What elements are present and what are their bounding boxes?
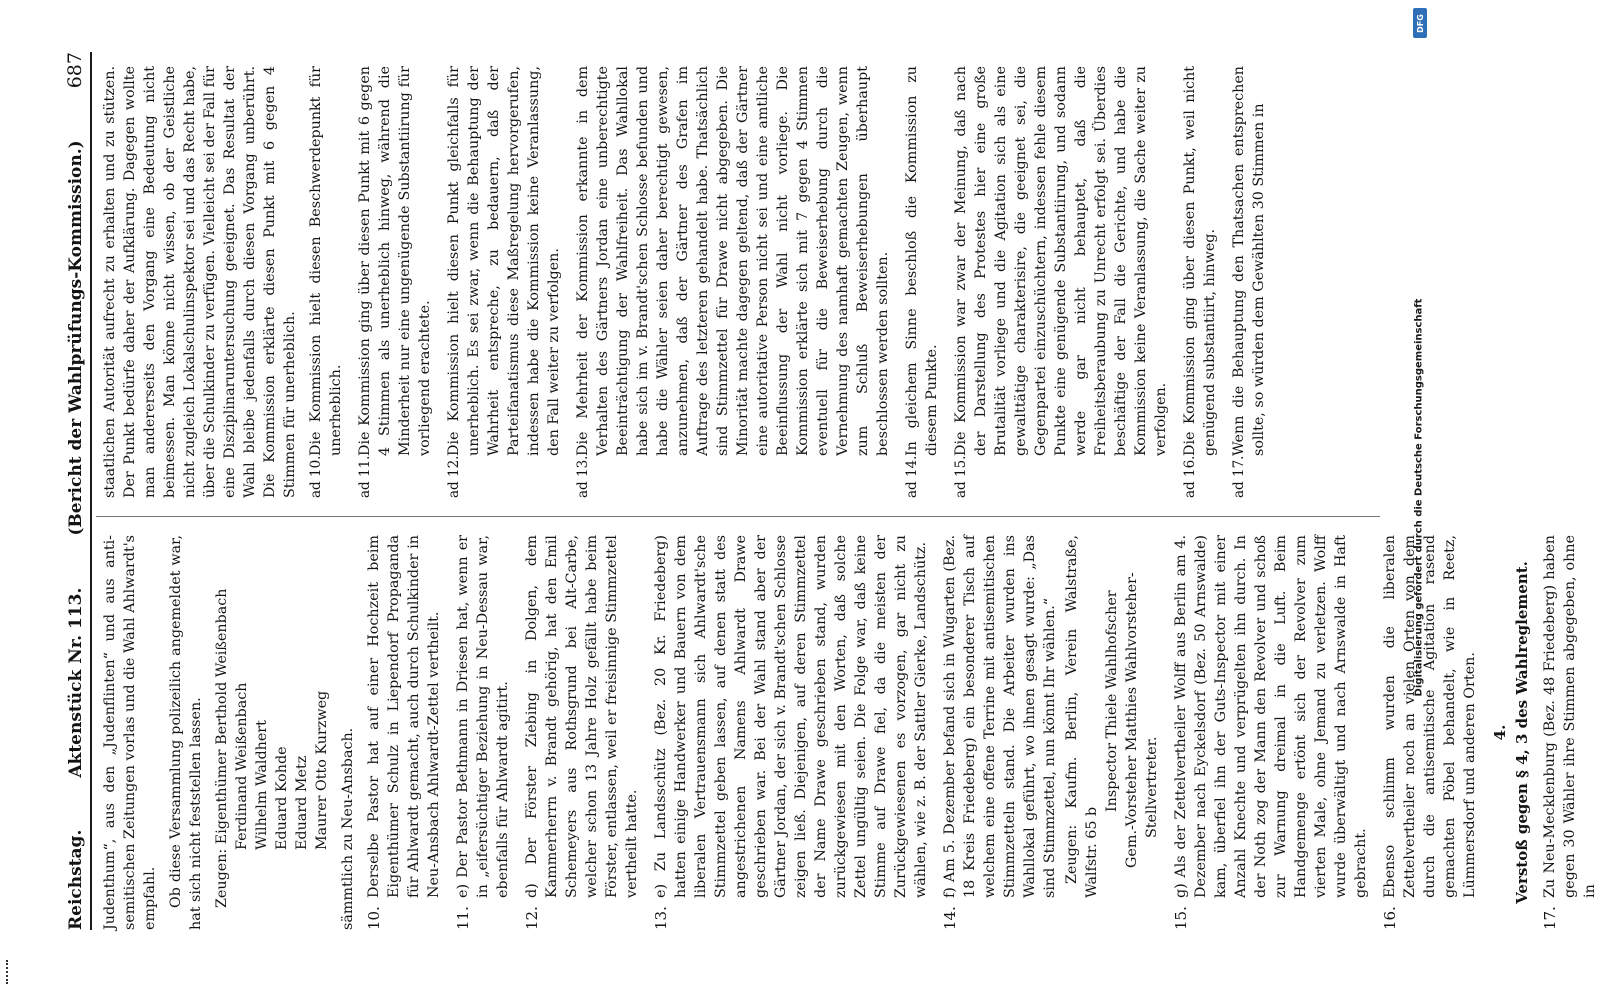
ad-item bbox=[355, 66, 435, 498]
item-number: 17. bbox=[1541, 906, 1559, 930]
left-column bbox=[100, 534, 1598, 930]
list-item bbox=[1380, 535, 1480, 930]
item-number: 13. bbox=[652, 906, 670, 930]
ad-number: ad 12. bbox=[446, 455, 462, 498]
witness-list-14 bbox=[1062, 535, 1162, 898]
item-text: e) Der Pastor Bethmann in Driesen hat, wenn er in „eifersüchtiger Beziehung in Neu-Dessau war, ebenfalls für Ahlwardt agitirt. bbox=[455, 535, 511, 898]
ad-text: Die Kommission ging über diesen Punkt mit 6 gegen 4 Stimmen als unerheblich hinweg, während die Minderheit nur eine ungenügende Substantiirung für vorliegend erachtete. bbox=[357, 66, 433, 456]
ad-text: Wenn die Behauptung den Thatsachen entsprechen sollte, so würden dem Gewählten 30 Stimmen in bbox=[1231, 66, 1267, 456]
ad-text: Die Kommission hielt diesen Beschwerdepunkt für unerheblich. bbox=[308, 66, 344, 456]
left-intro-1: Judenthum“, aus den „Judenflinten“ und aus anti-semitischen Zeitungen vorlas und die Wahl Ahlwardt's empfahl. bbox=[102, 534, 158, 930]
ad-number: ad 10. bbox=[308, 455, 324, 498]
scan-edge-mark bbox=[6, 960, 12, 984]
list-item bbox=[1540, 535, 1600, 930]
item-text: g) Als der Zettelvertheiler Wolff aus Berlin am 4. Dezember nach Eyckelsdorf (Bez. 50 Arnswalde) kam, überfiel ihn der Guts-Inspector mit einer Anzahl Knechte und verprügelten ihn durch. In der Noth zog der Mann den Revolver und schoß zur Warnung dreimal in die Luft. Beim Handgemenge ertönt sich der Revolver zum vierten Male, ohne Jemand zu verletzen. Wolff wurde überwältigt und nach Arnswalde in Haft gebracht. bbox=[1173, 535, 1369, 898]
ad-number: ad 17. bbox=[1231, 455, 1247, 498]
page-number: 687 bbox=[64, 52, 86, 89]
list-item bbox=[522, 535, 642, 930]
ad-number: ad 13. bbox=[575, 455, 591, 498]
ad-number: ad 14. bbox=[904, 455, 920, 498]
witness-name: Ferdinand Weißenbach bbox=[234, 682, 250, 850]
ad-item bbox=[1180, 66, 1220, 498]
dfg-logo bbox=[1413, 8, 1427, 38]
list-item bbox=[651, 535, 931, 930]
ad-text: Die Kommission hielt diesen Punkt gleichfalls für unerheblich. Es sei zwar, wenn die Behauptung der Wahrheit entspreche, zu bedauern, daß der Parteifanatismus diese Maßregelung hervorgerufen, indessen habe die Kommission keine Veranlassung, den Fall weiter zu verfolgen. bbox=[446, 66, 562, 456]
item-text: Derselbe Pastor hat auf einer Hochzeit beim Eigenthümer Schulz in Liependorf Propaganda für Ahlwardt gemacht, auch durch Schulkinder in Neu-Ansbach Ahlwardt-Zettel vertheilt. bbox=[366, 535, 442, 898]
ad-text: Die Kommission war zwar der Meinung, daß nach der Darstellung des Protestes hier eine große Brutalität vorliege und die Agitation sich als eine gewalttätige charakterisire, die geeignet sei, die Gegenpartei einzuschüchtern, indessen fehle diesem Punkte eine genügende Substantiirung, und sodann werde gar nicht behauptet, daß die Freiheitsberaubung zu Unrecht erfolgt sei. Überdies beschäftige der Fall die Gerichte, und habe die Kommission keine Veranlassung, die Sache weiter zu verfolgen. bbox=[953, 66, 1169, 456]
item-number: 15. bbox=[1172, 906, 1190, 930]
ad-item bbox=[1229, 66, 1269, 498]
list-item bbox=[940, 535, 1162, 930]
item-text bbox=[940, 535, 1162, 898]
section-number: 4. bbox=[1491, 724, 1509, 741]
item-number: 14. bbox=[941, 906, 959, 930]
item-text: d) Der Förster Ziebing in Dolgen, dem Kammerherrn v. Brandt gehörig, hat den Emil Schemeyers aus Rothsgrund bei Alt-Carbe, welcher schon 13 Jahre Holz gefällt habe beim Förster, entlassen, weil er freisinnige Stimmzettel vertheilt hatte. bbox=[524, 535, 640, 898]
ad-number: ad 15. bbox=[953, 455, 969, 498]
left-intro-2: Ob diese Versammlung polizeilich angemeldet war, hat sich nicht feststellen lassen. bbox=[168, 535, 204, 930]
ad-text: In gleichem Sinne beschloß die Kommission zu diesem Punkte. bbox=[904, 66, 940, 456]
running-header bbox=[56, 52, 92, 930]
witness-name: Eduard Metz bbox=[294, 755, 310, 850]
ad-item bbox=[573, 66, 893, 498]
header-center: Aktenstück Nr. 113. bbox=[66, 587, 86, 778]
item-text: Zu Neu-Mecklenburg (Bez. 48 Friedeberg) haben gegen 30 Wähler ihre Stimmen abgegeben, ohne in bbox=[1542, 535, 1598, 898]
list-item bbox=[364, 535, 444, 930]
right-intro: staatlichen Autorität aufrecht zu erhalten und zu stützen. Der Punkt bedürfe daher der Aufklärung. Dagegen wollte man andererseits den Vorgang eine Bedeutung nicht beimessen. Man könne nicht wissen, ob der Geistliche nicht zugleich Lokalschulinspektor sei und das Recht habe, über die Schulkinder zu verfügen. Vielleicht sei der Fall für eine Disziplinaruntersuchung geeignet. Das Resultat der Wahl bleibe jedenfalls durch diesen Vorgang unberührt. Die Kommission erklärte diesen Punkt mit 6 gegen 4 Stimmen für unerheblich. bbox=[102, 66, 298, 498]
digitization-note bbox=[1411, 40, 1427, 955]
digitization-note-text: Digitalisierung gefördert durch die Deutsche Forschungsgemeinschaft bbox=[1413, 298, 1425, 697]
ad-item bbox=[951, 66, 1171, 498]
item-number: 10. bbox=[365, 906, 383, 930]
item-number: 11. bbox=[454, 906, 472, 930]
header-title: (Bericht der Wahlprüfungs-Kommission.) bbox=[66, 140, 86, 536]
list-item bbox=[1171, 535, 1371, 930]
witness-list bbox=[212, 535, 332, 908]
witness-tail: sämmtlich zu Neu-Ansbach. bbox=[340, 727, 356, 930]
witness-label: Zeugen: Eigenthümer Berthold Weißenbach bbox=[214, 588, 230, 908]
right-column bbox=[100, 66, 1380, 498]
item-number: 16. bbox=[1381, 906, 1399, 930]
section-title: Verstoß gegen § 4, 3 des Wahlreglement. bbox=[1513, 561, 1531, 904]
item-number: 12. bbox=[523, 906, 541, 930]
witness-name: Maurer Otto Kurzweg bbox=[314, 690, 330, 850]
witness-name: Eduard Kohde bbox=[274, 746, 290, 850]
item-text-body: f) Am 5. Dezember befand sich in Wugarten (Bez. 18 Kreis Friedeberg) ein besonderer Tisch auf welchem eine offene Terrine mit antisemitischen Stimmzetteln stand. Die Arbeiter wurden ins Wahllokal geführt, wo ihnen gesagt wurde: „Das sind Stimmzettel, nun könnt Ihr wählen.“ bbox=[942, 535, 1058, 898]
witness-line: Inspector Thiele Wahlhofscher bbox=[1104, 590, 1120, 812]
ad-number: ad 16. bbox=[1182, 455, 1198, 498]
witness-line: Zeugen: Kaufm. Berlin, Verein Walstraße, Walfstr. 65 b bbox=[1064, 535, 1100, 898]
witness-name: Wilhelm Waldhert bbox=[254, 720, 270, 850]
ad-item bbox=[444, 66, 564, 498]
ad-item bbox=[306, 66, 346, 498]
ad-number: ad 11. bbox=[357, 455, 373, 498]
ad-item bbox=[902, 66, 942, 498]
column-divider bbox=[96, 516, 1380, 517]
witness-line: Gem.-Vorsteher Matthies Wahlvorsteher- bbox=[1124, 572, 1140, 868]
item-text: e) Zu Landsschütz (Bez. 20 Kr. Friedeberg) hatten einige Handwerker und Bauern von dem liberalen Vertrauensmann sich Ahlwardt'sche Stimmzettel geben lassen, auf denen statt des angestrichenen Namens Ahlwardt Drawe geschrieben war. Bei der Wahl stand aber der Gärtner Jordan, der sich v. Brandt'schen Schlosse zeigen ließ. Diejenigen, auf deren Stimmzettel der Name Drawe geschrieben stand, wurden zurückgewiesen mit den Worten, daß solche Zettel ungültig seien. Die Folge war, daß keine Stimme auf Drawe fiel, da die meisten der Zurückgewiesenen es vorzogen, gar nicht zu wählen, wie z. B. der Sattler Gierke, Landschütz. bbox=[653, 535, 929, 898]
witness-line: Stellvertreter. bbox=[1144, 736, 1160, 838]
header-left: Reichstag. bbox=[66, 829, 86, 930]
item-text: Ebenso schlimm wurden die liberalen Zettelvertheiler noch an vielen Orten von dem durch die antisemitische Agitation rasend gemachten Pöbel behandelt, wie in Reetz, Lümmersdorf und anderen Orten. bbox=[1382, 535, 1478, 898]
ad-text: Die Kommission ging über diesen Punkt, weil nicht genügend substantiirt, hinweg. bbox=[1182, 66, 1218, 456]
ad-text: Die Mehrheit der Kommission erkannte in dem Verhalten des Gärtners Jordan eine unberechtigte Beeinträchtigung der Wahlfreiheit. Das Wahllokal habe sich im v. Brandt'schen Schlosse befunden und habe die Wähler seien daher berechtigt gewesen, anzunehmen, daß der Gärtner des Grafen im Auftrage des letzteren gehandelt habe. Thatsächlich sind Stimmzettel für Drawe nicht abgegeben. Die Minorität machte dagegen geltend, daß der Gärtner eine autoritative Person nicht sei und eine amtliche Beeinflussung der Wahl nicht vorliege. Die Kommission erklärte sich mit 7 gegen 4 Stimmen eventuell für die Beweiserhebung durch die Vernehmung des namhaft gemachten Zeugen, wenn zum Schluß Beweiserhebungen überhaupt beschlossen werden sollten. bbox=[575, 66, 891, 456]
dfg-logo-text: DFG bbox=[1415, 13, 1425, 33]
list-item bbox=[453, 535, 513, 930]
